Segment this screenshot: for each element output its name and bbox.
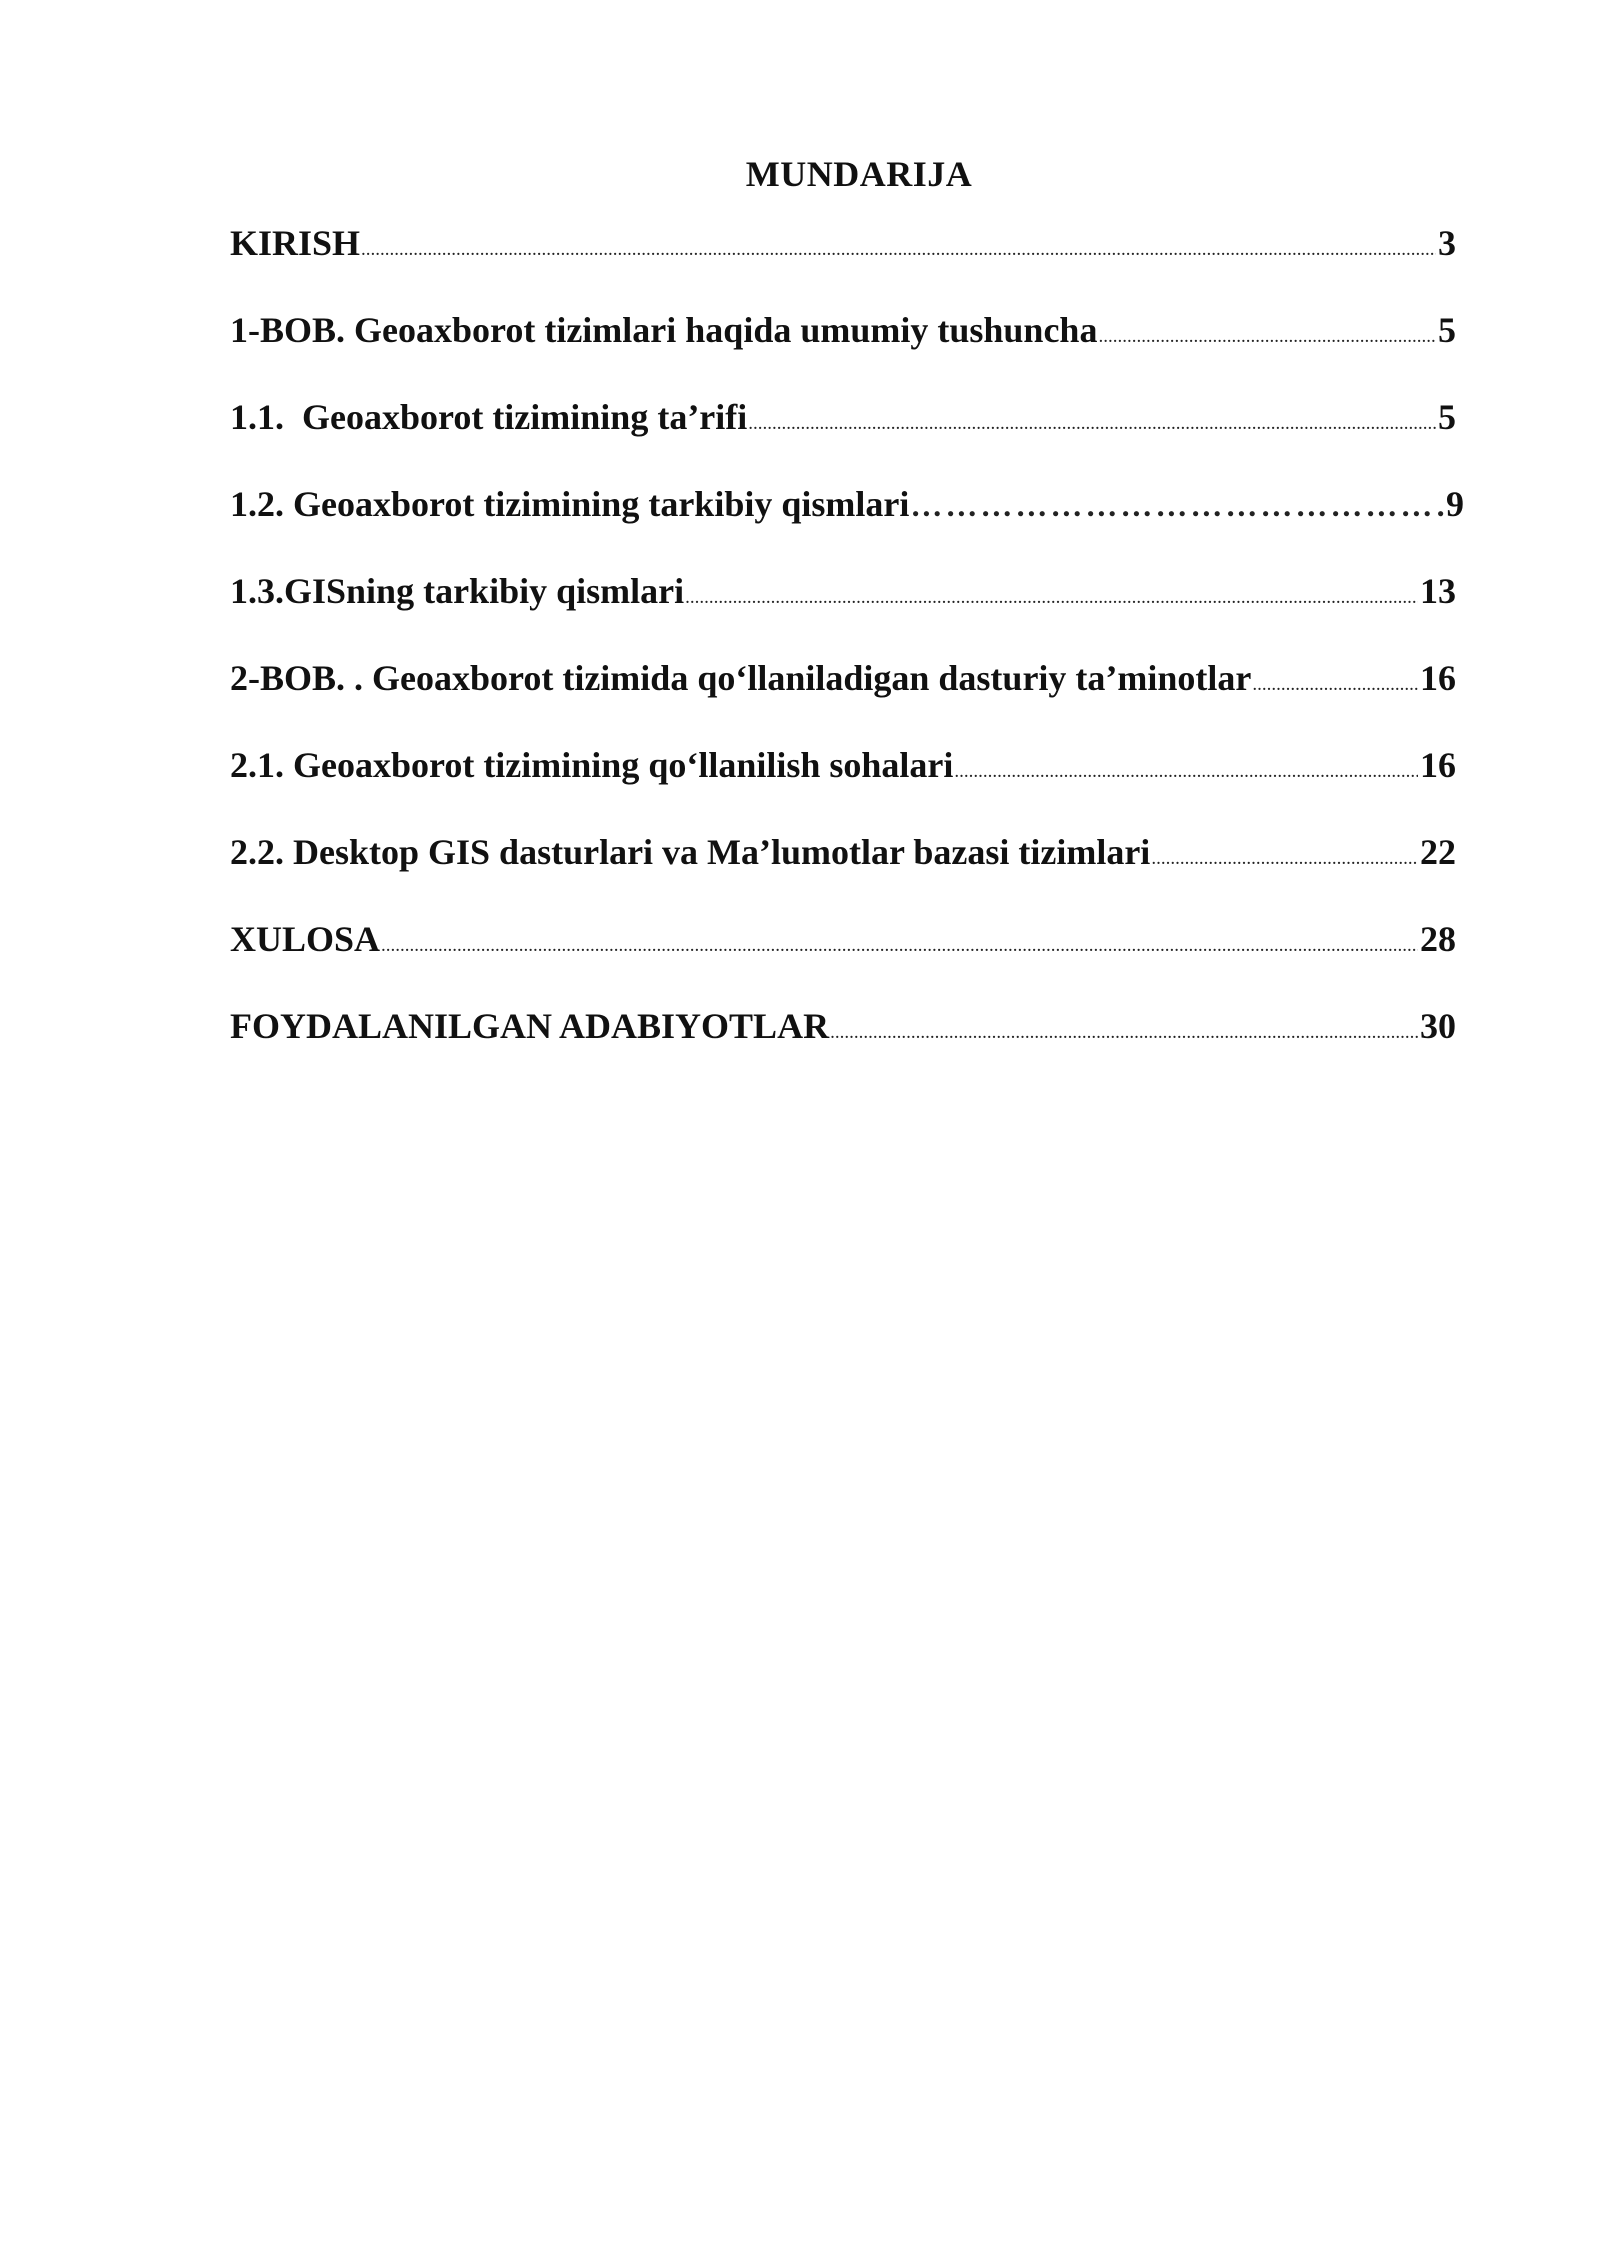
toc-entry-label: 2-BOB. . Geoaxborot tizimida qo‘llaniladigan dasturiy ta’minotlar — [230, 658, 1252, 698]
toc-entry-label: FOYDALANILGAN ADABIYOTLAR — [230, 1006, 830, 1046]
toc-entry-label: 2.1. Geoaxborot tizimining qo‘llanilish sohalari — [230, 745, 954, 785]
toc-entry-adabiyotlar — [230, 1001, 1456, 1088]
table-of-contents — [230, 218, 1464, 1088]
dot-leader — [1151, 834, 1418, 884]
dot-leader — [361, 225, 1436, 275]
toc-entry-page-number: 22 — [1420, 832, 1456, 872]
toc-entry-page-number: 16 — [1420, 658, 1456, 698]
toc-entry-section-2-1 — [230, 740, 1456, 827]
toc-entry-chapter-1 — [230, 305, 1456, 392]
toc-entry-section-1-3 — [230, 566, 1456, 653]
toc-entry-page-number: 5 — [1438, 310, 1456, 350]
toc-entry-xulosa — [230, 914, 1456, 1001]
dot-leader — [954, 747, 1418, 797]
toc-entry-label: 1.2. Geoaxborot tizimining tarkibiy qismlari — [230, 484, 910, 524]
toc-entry-label: KIRISH — [230, 223, 361, 263]
toc-entry-section-1-2 — [230, 479, 1464, 566]
dot-leader — [1252, 660, 1418, 710]
toc-entry-label: 1-BOB. Geoaxborot tizimlari haqida umumiy tushuncha — [230, 310, 1098, 350]
toc-title: MUNDARIJA — [745, 154, 973, 194]
dot-leader — [685, 573, 1418, 623]
toc-entry-chapter-2 — [230, 653, 1456, 740]
toc-entry-page-number: 16 — [1420, 745, 1456, 785]
toc-entry-page-number: 13 — [1420, 571, 1456, 611]
toc-entry-page-number: 9 — [1446, 484, 1464, 524]
toc-entry-label: XULOSA — [230, 919, 381, 959]
toc-entry-kirish — [230, 218, 1456, 305]
dot-leader — [748, 399, 1436, 449]
dot-leader — [1098, 312, 1436, 362]
toc-entry-label: 2.2. Desktop GIS dasturlari va Ma’lumotlar bazasi tizimlari — [230, 832, 1151, 872]
toc-entry-page-number: 3 — [1438, 223, 1456, 263]
toc-entry-page-number: 30 — [1420, 1006, 1456, 1046]
toc-entry-page-number: 5 — [1438, 397, 1456, 437]
dot-leader — [830, 1008, 1418, 1058]
dot-leader — [381, 921, 1418, 971]
toc-entry-label: 1.3.GISning tarkibiy qismlari — [230, 571, 685, 611]
toc-entry-section-2-2 — [230, 827, 1456, 914]
toc-entry-label: 1.1. Geoaxborot tizimining ta’rifi — [230, 397, 748, 437]
toc-entry-page-number: 28 — [1420, 919, 1456, 959]
dot-leader — [910, 480, 1446, 530]
toc-entry-section-1-1 — [230, 392, 1456, 479]
